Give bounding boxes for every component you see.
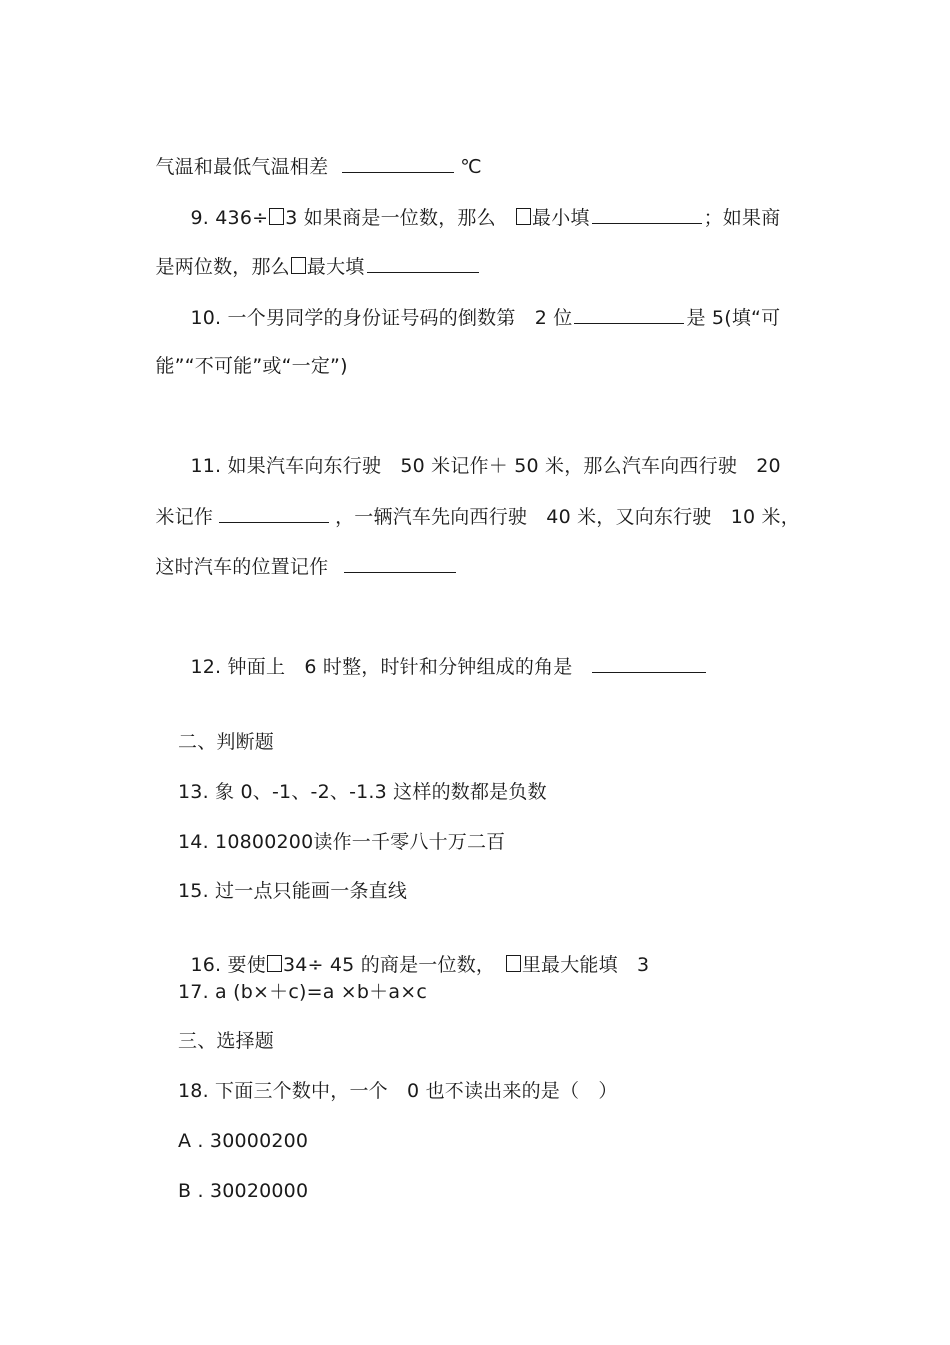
answer-blank [344, 554, 456, 573]
question-15: 15. 过一点只能画一条直线 [178, 880, 408, 902]
answer-blank [592, 654, 706, 673]
q8-text: 气温和最低气温相差 [155, 156, 329, 178]
q11-line1: 11. 如果汽车向东行驶 50 米记作＋ 50 米，那么汽车向西行驶 20 [190, 455, 781, 477]
option-b: B . 30020000 [178, 1180, 309, 1202]
box-placeholder [291, 257, 306, 274]
q8-unit: ℃ [460, 156, 482, 178]
q9-a: 436÷ [215, 207, 269, 229]
question-12 [178, 630, 712, 679]
q16-b: 34÷ 45 的商是一位数， [282, 954, 486, 976]
q11-line3: 这时汽车的位置记作 [155, 556, 329, 578]
answer-blank [574, 305, 684, 324]
question-16 [178, 929, 649, 977]
question-9-line-2 [143, 230, 485, 279]
question-8-tail [143, 130, 482, 179]
question-14: 14. 10800200读作一千零八十万二百 [178, 831, 506, 853]
box-placeholder [267, 955, 282, 972]
q9-c: 最小填 [532, 207, 590, 229]
q11-line2-b: ，一辆汽车先向西行驶 40 米，又向东行驶 10 米， [335, 506, 800, 528]
answer-blank [342, 154, 454, 173]
option-a: A . 30000200 [178, 1130, 309, 1152]
q9-d: ；如果商 [703, 207, 781, 229]
question-11-line-2 [143, 480, 800, 529]
q9-num: 9. [190, 207, 210, 229]
answer-blank [592, 205, 702, 224]
question-18: 18. 下面三个数中，一个 0 也不读出来的是（ ） [178, 1080, 618, 1102]
box-placeholder [516, 208, 531, 225]
q9-line2-b: 最大填 [306, 256, 365, 278]
question-13: 13. 象 0、-1、-2、-1.3 这样的数都是负数 [178, 781, 547, 803]
section-3-title: 三、选择题 [178, 1030, 275, 1052]
q9-b: 3 如果商是一位数，那么 [285, 207, 496, 229]
question-9-line-1 [178, 181, 780, 230]
q16-a: 16. 要使 [190, 954, 266, 976]
question-17: 17. a (b×＋c)=a ×b＋a×c [178, 981, 427, 1003]
section-2-title: 二、判断题 [178, 731, 275, 753]
question-10-line-1 [178, 281, 780, 330]
q10-line1-b: 是 5(填“可 [686, 307, 781, 329]
q12-text: 12. 钟面上 6 时整，时针和分钟组成的角是 [190, 656, 573, 678]
answer-blank [219, 504, 329, 523]
answer-blank [367, 254, 479, 273]
q10-line2: 能”“不可能”或“一定”) [155, 355, 348, 377]
question-10-line-2 [143, 330, 348, 378]
q9-line2-a: 是两位数，那么 [155, 256, 290, 278]
box-placeholder [269, 208, 284, 225]
q16-c: 里最大能填 3 [521, 954, 650, 976]
question-11-line-3 [143, 530, 462, 579]
q10-line1-a: 10. 一个男同学的身份证号码的倒数第 2 位 [190, 307, 573, 329]
q11-line2-a: 米记作 [155, 506, 214, 528]
box-placeholder [506, 955, 521, 972]
question-11-line-1 [178, 430, 781, 478]
